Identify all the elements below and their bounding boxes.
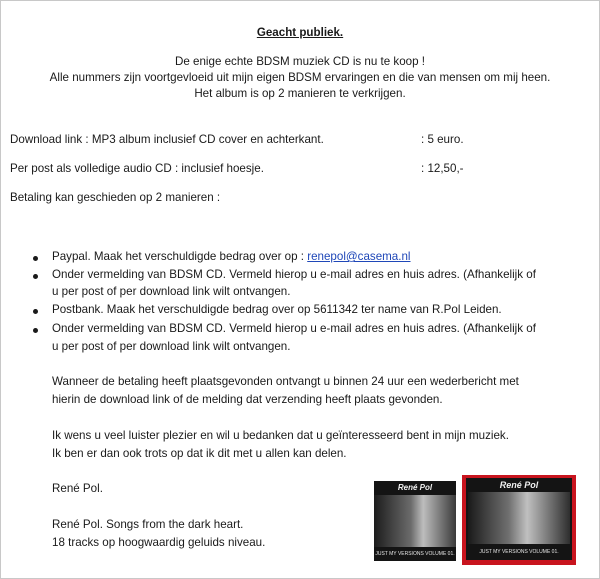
bullet-marker	[33, 328, 38, 333]
price-download-value: : 5 euro.	[421, 133, 464, 146]
paypal-email-link[interactable]: renepol@casema.nl	[307, 250, 411, 263]
bullet-marker	[33, 256, 38, 261]
cover-photo	[374, 495, 456, 547]
bullet-note-line-2: u per post of per download link wilt ontvangen.	[52, 285, 291, 298]
cd-back-cover	[462, 475, 576, 565]
price-download-label: Download link : MP3 album inclusief CD cover en achterkant.	[10, 133, 324, 146]
confirm-line-2: hierin de download link of de melding dat verzending heeft plaats gevonden.	[52, 393, 443, 406]
signature: René Pol.	[52, 482, 103, 495]
thanks-line-1: Ik wens u veel luister plezier en wil u bedanken dat u geïnteresseerd bent in mijn muziek.	[52, 429, 509, 442]
bullet-marker	[33, 274, 38, 279]
intro-line-1: De enige echte BDSM muziek CD is nu te koop !	[174, 55, 426, 68]
cd-front-cover	[374, 481, 456, 561]
price-post-value: : 12,50,-	[421, 162, 464, 175]
bullet-note-line-1: Onder vermelding van BDSM CD. Vermeld hierop u e-mail adres en huis adres. (Afhankelijk of	[52, 268, 536, 281]
album-line-1: René Pol. Songs from the dark heart.	[52, 518, 244, 531]
intro-line-2: Alle nummers zijn voortgevloeid uit mijn eigen BDSM ervaringen en die van mensen om mij heen.	[49, 71, 551, 84]
intro-line-3: Het album is op 2 manieren te verkrijgen.	[194, 87, 406, 100]
album-line-2: 18 tracks op hoogwaardig geluids niveau.	[52, 536, 266, 549]
bullet-paypal	[52, 250, 411, 263]
front-cover-title: René Pol	[397, 483, 433, 492]
paypal-text: Paypal. Maak het verschuldigde bedrag over op :	[52, 250, 308, 263]
back-cover-title: René Pol	[499, 480, 539, 490]
back-cover-footer: JUST MY VERSIONS VOLUME 01.	[479, 549, 559, 555]
payment-intro: Betaling kan geschieden op 2 manieren :	[10, 191, 221, 204]
bullet-note-line-1b: Onder vermelding van BDSM CD. Vermeld hierop u e-mail adres en huis adres. (Afhankelijk of	[52, 322, 536, 335]
page-title: Geacht publiek.	[256, 26, 344, 39]
bullet-postbank: Postbank. Maak het verschuldigde bedrag over op 5611342 ter name van R.Pol Leiden.	[52, 303, 502, 316]
price-post-label: Per post als volledige audio CD : inclusief hoesje.	[10, 162, 264, 175]
back-cover-photo	[468, 492, 570, 544]
thanks-line-2: Ik ben er dan ook trots op dat ik dit met u allen kan delen.	[52, 447, 347, 460]
front-cover-footer: JUST MY VERSIONS VOLUME 01.	[375, 551, 455, 557]
confirm-line-1: Wanneer de betaling heeft plaatsgevonden ontvangt u binnen 24 uur een wederbericht met	[52, 375, 519, 388]
bullet-marker	[33, 309, 38, 314]
bullet-note-line-2b: u per post of per download link wilt ontvangen.	[52, 340, 291, 353]
